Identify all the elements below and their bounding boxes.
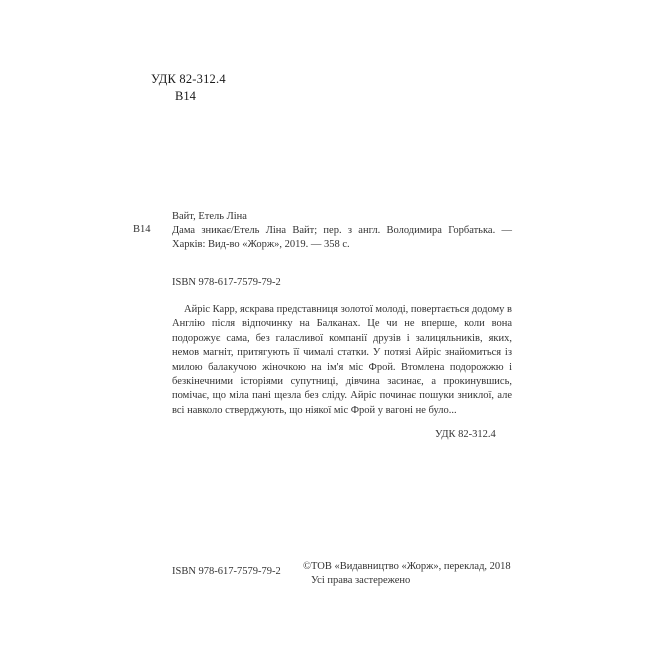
copyright-notice: ©ТОВ «Видавництво «Жорж», переклад, 2018 bbox=[303, 561, 511, 572]
rights-reserved: Усі права застережено bbox=[311, 575, 411, 586]
author-code-top: В14 bbox=[175, 89, 196, 103]
isbn-footer: ISBN 978-617-7579-79-2 bbox=[172, 566, 281, 577]
book-annotation: Айріс Карр, яскрава представниця золотої молоді, повертається додому в Англію після відпочинку на Балканах. Це чи не вперше, коли вона подорожує сама, без галасливої компанії друзів і залицяльників, яких, немов магніт, притягують її чималі статки. У потязі Айріс знайомиться із милою балакучою жіночкою на ім'я міс Фрой. Втомлена подорожжю і безкінечними історіями супутниці, дівчина засинає, а прокинувшись, помічає, що міла пані щезла без сліду. Айріс починає пошуки зниклої, але всі навколо стверджують, що ніякої міс Фрой у вагоні не було... bbox=[172, 304, 512, 416]
author-name: Вайт, Етель Ліна bbox=[172, 211, 247, 222]
bibliographic-description: Дама зникає/Етель Ліна Вайт; пер. з англ. Володимира Горбатька. — Харків: Вид-во «Жорж», 2019. — 358 с. bbox=[172, 225, 512, 250]
udk-code-top: УДК 82-312.4 bbox=[151, 72, 226, 86]
udk-code-bottom: УДК 82-312.4 bbox=[435, 429, 496, 440]
isbn-catalog: ISBN 978-617-7579-79-2 bbox=[172, 277, 281, 288]
author-code-side: В14 bbox=[133, 224, 151, 235]
